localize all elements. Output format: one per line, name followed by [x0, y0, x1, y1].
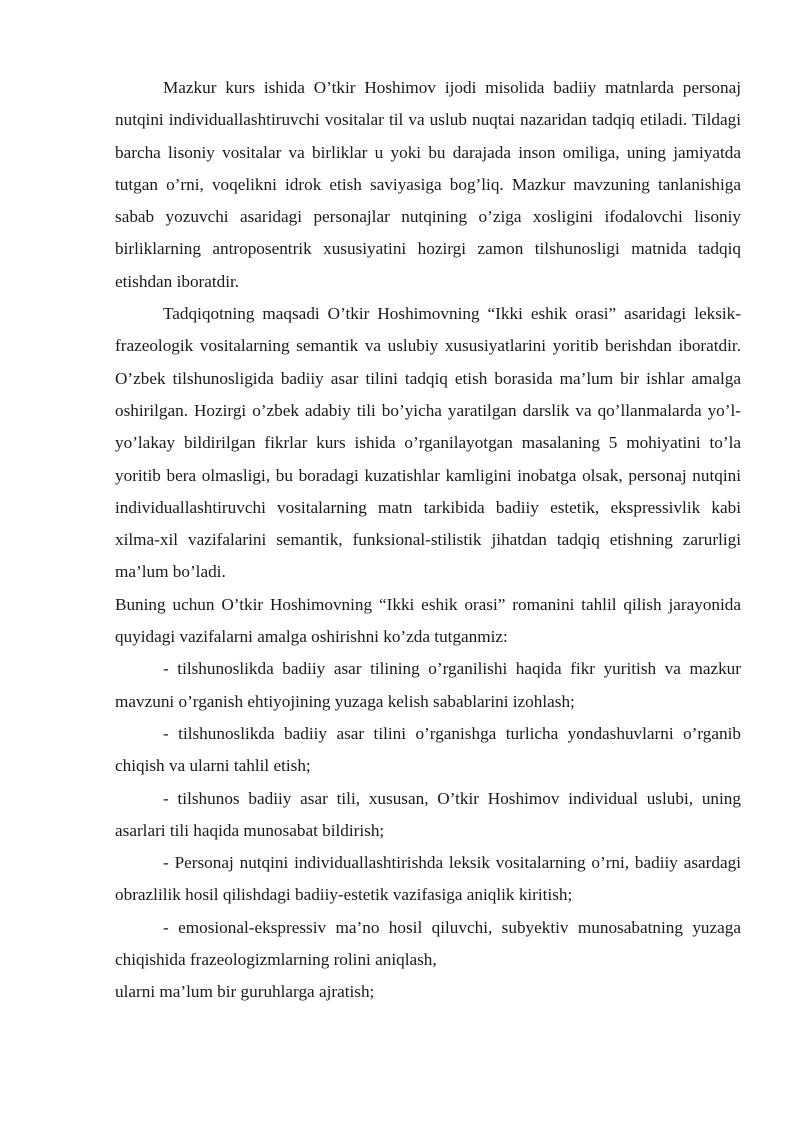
document-page: [115, 72, 741, 1009]
paragraph-research-aim: Tadqiqotning maqsadi O’tkir Hoshimovning “Ikki eshik orasi” asaridagi leksik-frazeologik vositalarning semantik va uslubiy xususiyatlarini yoritib berishdan iboratdir. O’zbek tilshunosligida badiiy asar tilini tadqiq etish borasida ma’lum bir ishlar amalga oshirilgan. Hozirgi o’zbek adabiy tili bo’yicha yaratilgan darslik va qo’llanmalarda yo’l-yo’lakay bildirilgan fikrlar kurs ishida o’rganilayotgan masalaning 5 mohiyatini to’la yoritib bera olmasligi, bu boradagi kuzatishlar kamligini inobatga olsak, personaj nutqini individuallashtiruvchi vositalarning matn tarkibida badiiy estetik, ekspressivlik kabi xilma-xil vazifalarini semantik, funksional-stilistik jihatdan tadqiq etishning zarurligi ma’lum bo’ladi.: [115, 304, 741, 582]
list-item-task-2: - tilshunoslikda badiiy asar tilini o’rganishga turlicha yondashuvlarni o’rganib chiqish va ularni tahlil etish;: [115, 723, 741, 776]
paragraph-tasks-intro: Buning uchun O’tkir Hoshimovning “Ikki eshik orasi” romanini tahlil qilish jarayonida quyidagi vazifalarni amalga oshirishni ko’zda tutganmiz:: [115, 594, 741, 647]
list-item-task-1: - tilshunoslikda badiiy asar tilining o’rganilishi haqida fikr yuritish va mazkur mavzuni o’rganish ehtiyojining yuzaga kelish sabablarini izohlash;: [115, 659, 741, 711]
list-item-task-3: - tilshunos badiiy asar tili, xususan, O’tkir Hoshimov individual uslubi, uning asarlari tili haqida munosabat bildirish;: [115, 788, 741, 840]
list-item-task-5: - emosional-ekspressiv ma’no hosil qiluvchi, subyektiv munosabatning yuzaga chiqishida frazeologizmlarning rolini aniqlash,: [115, 917, 741, 970]
paragraph-introduction: Mazkur kurs ishida O’tkir Hoshimov ijodi misolida badiiy matnlarda personaj nutqini individuallashtiruvchi vositalar til va uslub nuqtai nazaridan tadqiq etiladi. Tildagi barcha lisoniy vositalar va birliklar u yoki bu darajada inson omiliga, uning jamiyatda tutgan o’rni, voqelikni idrok etish saviyasiga bog’liq. Mazkur mavzuning tanlanishiga sabab yozuvchi asaridagi personajlar nutqining o’ziga xosligini ifodalovchi lisoniy birliklarning antroposentrik xususiyatini hozirgi zamon tilshunosligi matnida tadqiq etishdan iboratdir.: [115, 78, 741, 291]
list-item-task-5-continuation: ularni ma’lum bir guruhlarga ajratish;: [115, 982, 375, 1002]
list-item-task-4: - Personaj nutqini individuallashtirishda leksik vositalarning o’rni, badiiy asardagi obrazlilik hosil qilishdagi badiiy-estetik vazifasiga aniqlik kiritish;: [115, 853, 741, 905]
